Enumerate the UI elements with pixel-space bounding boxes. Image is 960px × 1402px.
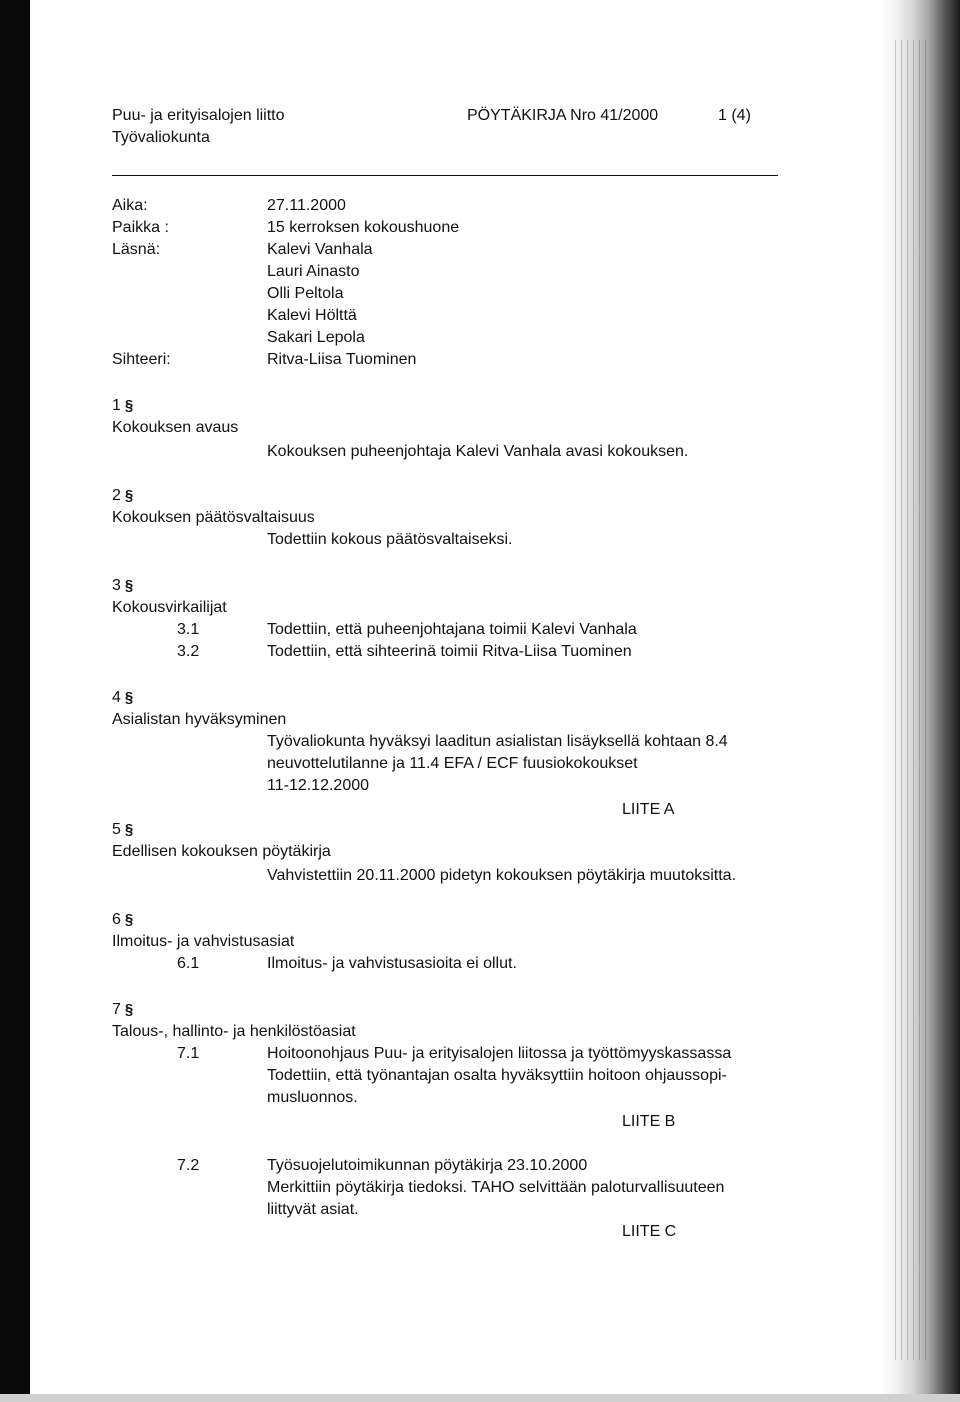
item-text-line: liittyvät asiat. — [267, 1201, 359, 1218]
header-divider — [112, 175, 778, 176]
item-text-line: musluonnos. — [267, 1089, 358, 1106]
item-text-line: Merkittiin pöytäkirja tiedoksi. TAHO selvittään paloturvallisuuteen — [267, 1179, 725, 1196]
section-1-text: Kokouksen puheenjohtaja Kalevi Vanhala avasi kokouksen. — [267, 443, 689, 460]
header-dept: Työvaliokunta — [112, 129, 210, 146]
section-2-title: Kokouksen päätösvaltaisuus — [112, 509, 315, 526]
scan-edge-left — [0, 0, 30, 1402]
attachment-label: LIITE C — [622, 1223, 677, 1240]
section-4-text-line: neuvottelutilanne ja 11.4 EFA / ECF fuusiokokoukset — [267, 755, 638, 772]
header-doc-title: PÖYTÄKIRJA Nro 41/2000 — [467, 107, 659, 124]
section-2-number: 2 § — [112, 487, 134, 504]
item-number: 3.1 — [177, 621, 200, 638]
lasna-label: Läsnä: — [112, 241, 161, 258]
section-3-title: Kokousvirkailijat — [112, 599, 227, 616]
item-number: 7.1 — [177, 1045, 200, 1062]
section-2-text: Todettiin kokous päätösvaltaiseksi. — [267, 531, 513, 548]
section-6-title: Ilmoitus- ja vahvistusasiat — [112, 933, 295, 950]
item-text-line: Todettiin, että työnantajan osalta hyväksyttiin hoitoon ohjaussopi- — [267, 1067, 727, 1084]
section-4-text-line: Työvaliokunta hyväksyi laaditun asialistan lisäyksellä kohtaan 8.4 — [267, 733, 728, 750]
section-1-title: Kokouksen avaus — [112, 419, 239, 436]
aika-label: Aika: — [112, 197, 148, 214]
header-page-number: 1 (4) — [718, 107, 751, 124]
paikka-value: 15 kerroksen kokoushuone — [267, 219, 460, 236]
section-1-number: 1 § — [112, 397, 134, 414]
section-5-title: Edellisen kokouksen pöytäkirja — [112, 843, 331, 860]
section-3-number: 3 § — [112, 577, 134, 594]
section-7-number: 7 § — [112, 1001, 134, 1018]
attendee: Sakari Lepola — [267, 329, 365, 346]
section-6-number: 6 § — [112, 911, 134, 928]
item-text-line: Hoitoonohjaus Puu- ja erityisalojen liitossa ja työttömyyskassassa — [267, 1045, 732, 1062]
item-text: Ilmoitus- ja vahvistusasioita ei ollut. — [267, 955, 517, 972]
section-4-text-line: 11-12.12.2000 — [267, 777, 370, 794]
sihteeri-value: Ritva-Liisa Tuominen — [267, 351, 417, 368]
paikka-label: Paikka : — [112, 219, 169, 236]
scan-edge-bottom — [0, 1394, 960, 1402]
attendee: Olli Peltola — [267, 285, 344, 302]
attendee: Kalevi Vanhala — [267, 241, 373, 258]
attendee: Kalevi Hölttä — [267, 307, 357, 324]
item-number: 3.2 — [177, 643, 200, 660]
section-4-title: Asialistan hyväksyminen — [112, 711, 287, 728]
item-text-line: Työsuojelutoimikunnan pöytäkirja 23.10.2000 — [267, 1157, 588, 1174]
attachment-label: LIITE A — [622, 801, 675, 818]
item-number: 6.1 — [177, 955, 200, 972]
section-5-text: Vahvistettiin 20.11.2000 pidetyn kokouksen pöytäkirja muutoksitta. — [267, 867, 737, 884]
section-7-title: Talous-, hallinto- ja henkilöstöasiat — [112, 1023, 356, 1040]
attachment-label: LIITE B — [622, 1113, 676, 1130]
section-4-number: 4 § — [112, 689, 134, 706]
section-5-number: 5 § — [112, 821, 134, 838]
aika-value: 27.11.2000 — [267, 197, 346, 214]
item-text: Todettiin, että sihteerinä toimii Ritva-Liisa Tuominen — [267, 643, 632, 660]
scan-edge-stripes — [890, 40, 930, 1360]
attendee: Lauri Ainasto — [267, 263, 360, 280]
header-org: Puu- ja erityisalojen liitto — [112, 107, 285, 124]
item-number: 7.2 — [177, 1157, 200, 1174]
item-text: Todettiin, että puheenjohtajana toimii Kalevi Vanhala — [267, 621, 637, 638]
sihteeri-label: Sihteeri: — [112, 351, 171, 368]
